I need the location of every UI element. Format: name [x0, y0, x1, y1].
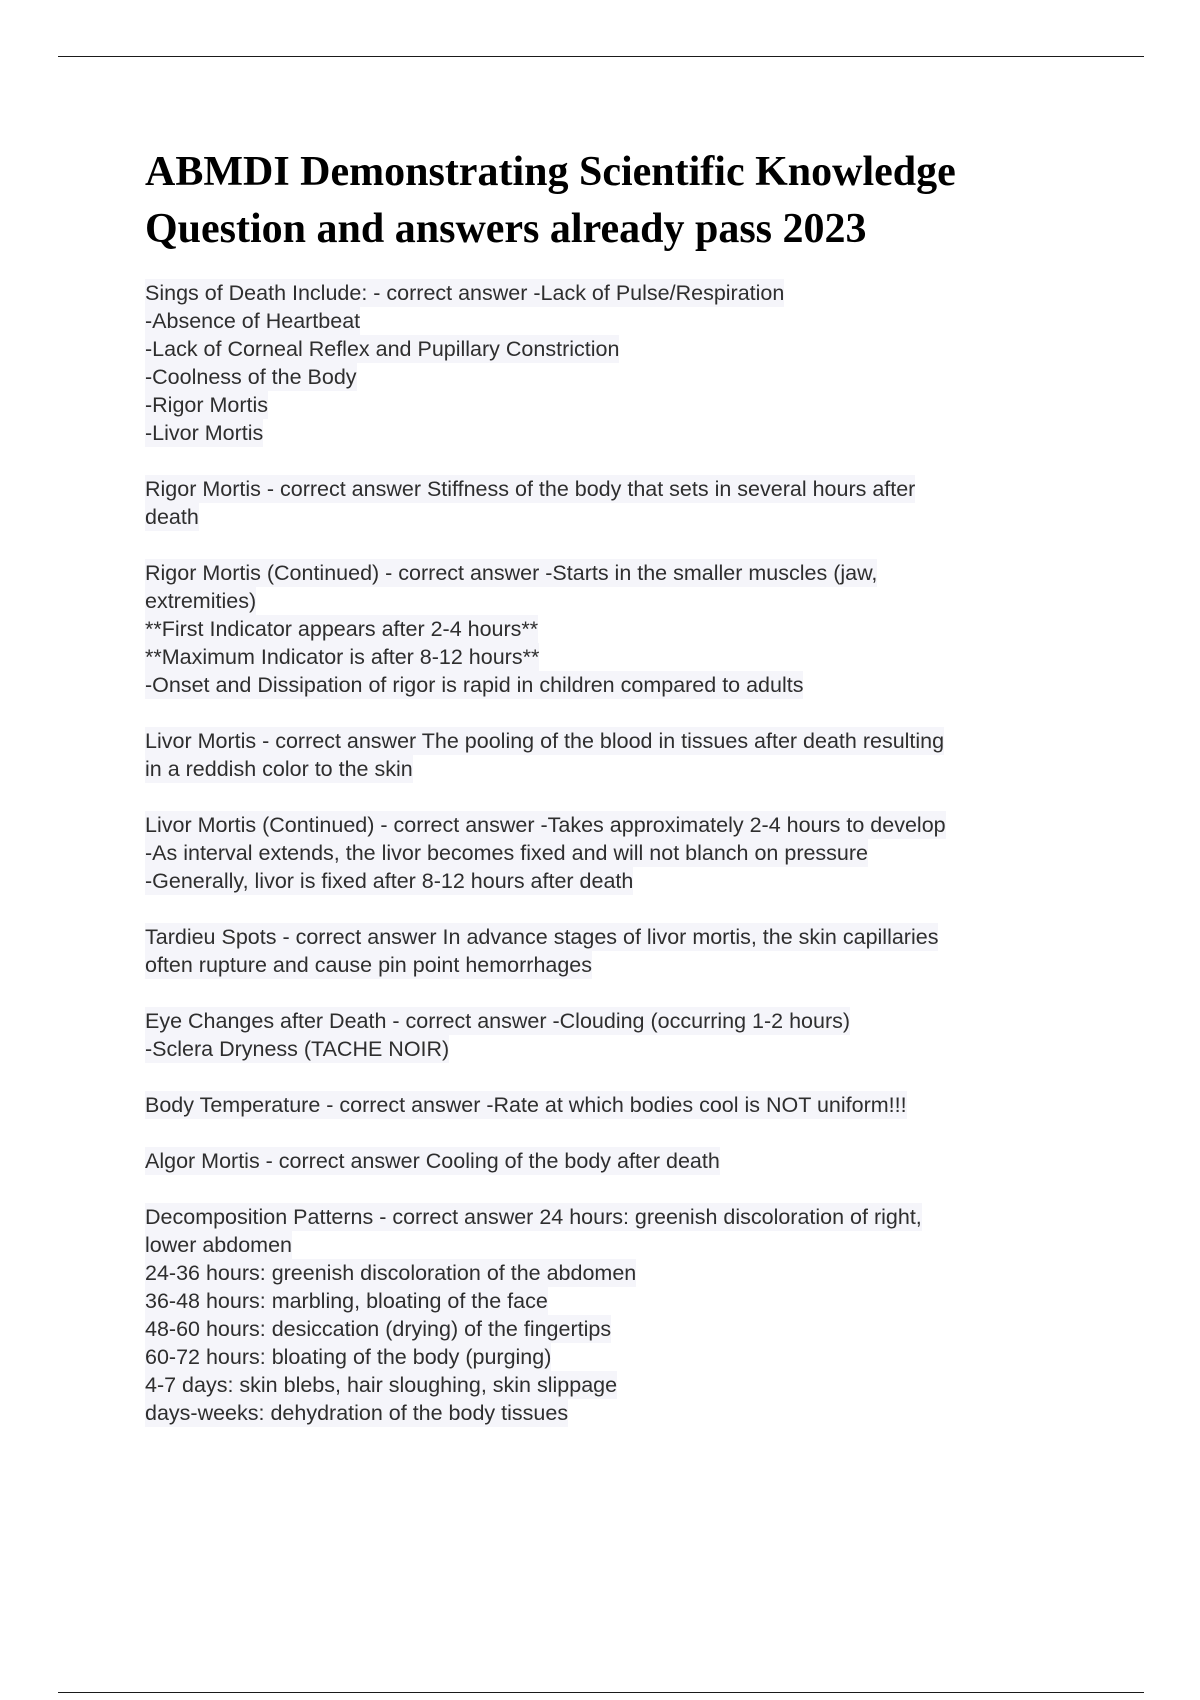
qa-line: in a reddish color to the skin [145, 757, 413, 781]
title-line-2: Question and answers already pass 2023 [145, 206, 867, 252]
qa-entry-body-temperature [145, 1091, 1080, 1119]
qa-line: Rigor Mortis - correct answer Stiffness of the body that sets in several hours after [145, 477, 916, 501]
qa-entry-livor-mortis-continued [145, 811, 1080, 895]
qa-line: Decomposition Patterns - correct answer 24 hours: greenish discoloration of right, [145, 1205, 922, 1229]
top-divider [58, 56, 1144, 57]
qa-line: death [145, 505, 199, 529]
qa-entry-rigor-mortis [145, 475, 1080, 531]
qa-line: 36-48 hours: marbling, bloating of the face [145, 1289, 548, 1313]
qa-entry-decomposition-patterns [145, 1203, 1080, 1427]
qa-line: often rupture and cause pin point hemorrhages [145, 953, 593, 977]
qa-entry-signs-of-death [145, 279, 1080, 447]
qa-line: days-weeks: dehydration of the body tissues [145, 1401, 569, 1425]
qa-line: extremities) [145, 589, 257, 613]
qa-line: -Onset and Dissipation of rigor is rapid in children compared to adults [145, 673, 804, 697]
document-body [145, 144, 1080, 1455]
qa-line: -Lack of Corneal Reflex and Pupillary Constriction [145, 337, 620, 361]
qa-line: -Absence of Heartbeat [145, 309, 361, 333]
qa-entry-rigor-mortis-continued [145, 559, 1080, 699]
qa-line: Eye Changes after Death - correct answer -Clouding (occurring 1-2 hours) [145, 1009, 851, 1033]
qa-line: 48-60 hours: desiccation (drying) of the fingertips [145, 1317, 612, 1341]
qa-line: -Sclera Dryness (TACHE NOIR) [145, 1037, 450, 1061]
page-title [145, 144, 1080, 258]
qa-line: Tardieu Spots - correct answer In advance stages of livor mortis, the skin capillaries [145, 925, 939, 949]
qa-line: 24-36 hours: greenish discoloration of the abdomen [145, 1261, 637, 1285]
qa-line: Livor Mortis (Continued) - correct answer -Takes approximately 2-4 hours to develop [145, 813, 946, 837]
qa-line: Livor Mortis - correct answer The pooling of the blood in tissues after death resulting [145, 729, 945, 753]
qa-line: Algor Mortis - correct answer Cooling of the body after death [145, 1149, 720, 1173]
qa-line: **Maximum Indicator is after 8-12 hours** [145, 645, 540, 669]
qa-line: -Generally, livor is fixed after 8-12 hours after death [145, 869, 634, 893]
title-line-1: ABMDI Demonstrating Scientific Knowledge [145, 149, 956, 195]
qa-line: -Coolness of the Body [145, 365, 357, 389]
qa-line: -Livor Mortis [145, 421, 264, 445]
qa-line: Body Temperature - correct answer -Rate at which bodies cool is NOT uniform!!! [145, 1093, 907, 1117]
qa-entry-algor-mortis [145, 1147, 1080, 1175]
qa-line: Rigor Mortis (Continued) - correct answer -Starts in the smaller muscles (jaw, [145, 561, 878, 585]
qa-entry-livor-mortis [145, 727, 1080, 783]
qa-line: -Rigor Mortis [145, 393, 269, 417]
bottom-divider [58, 1692, 1144, 1693]
qa-line: **First Indicator appears after 2-4 hours** [145, 617, 539, 641]
qa-entry-eye-changes [145, 1007, 1080, 1063]
qa-line: lower abdomen [145, 1233, 293, 1257]
qa-line: Sings of Death Include: - correct answer -Lack of Pulse/Respiration [145, 281, 785, 305]
qa-line: -As interval extends, the livor becomes fixed and will not blanch on pressure [145, 841, 869, 865]
qa-line: 4-7 days: skin blebs, hair sloughing, skin slippage [145, 1373, 618, 1397]
qa-line: 60-72 hours: bloating of the body (purging) [145, 1345, 552, 1369]
qa-entry-tardieu-spots [145, 923, 1080, 979]
